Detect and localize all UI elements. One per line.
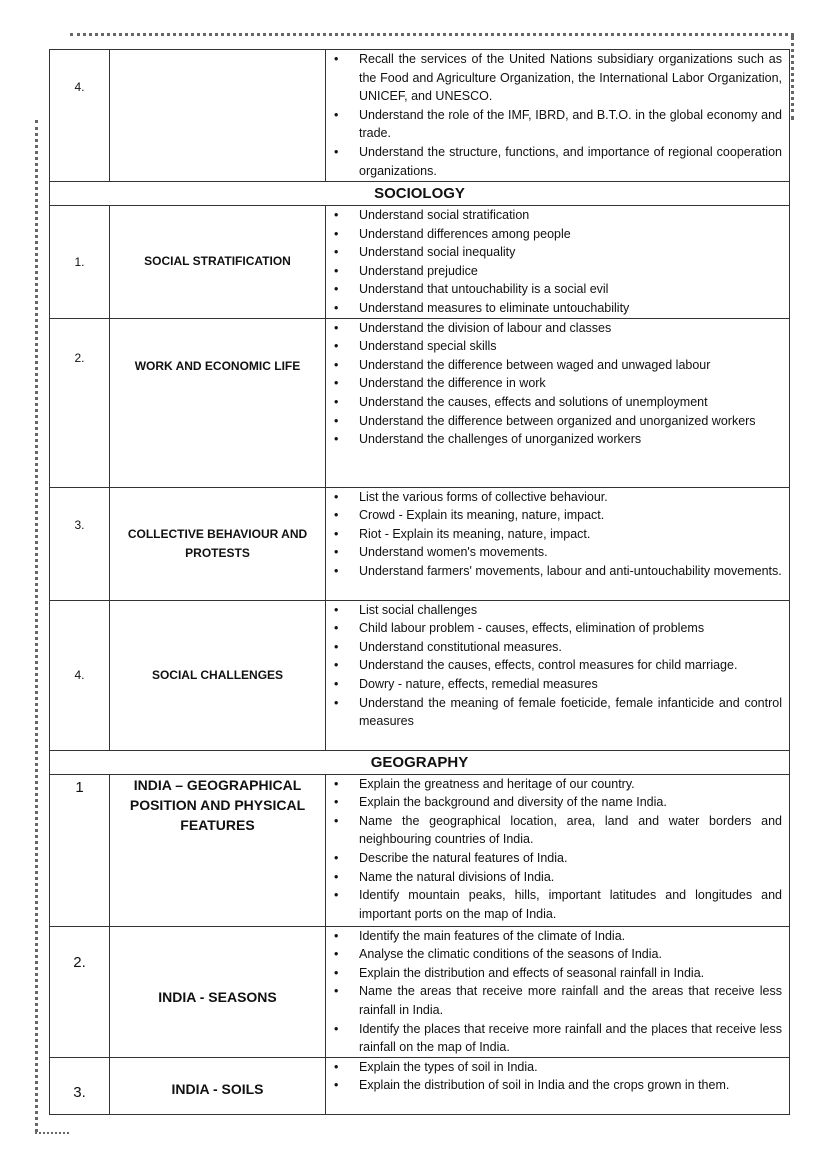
row-number: 3. [50,487,110,600]
list-item: • Understand the challenges of unorganized workers [334,430,782,449]
list-item: • Recall the services of the United Nations subsidiary organizations such as the Food and Agriculture Organization, the International Labor Organization, UNICEF, and UNESCO. [334,50,782,106]
list-item: • Explain the distribution and effects of seasonal rainfall in India. [334,964,782,983]
list-item: • Understand the difference in work [334,374,782,393]
row-number: 2. [50,318,110,487]
table-row [50,318,790,487]
list-item: • Describe the natural features of India. [334,849,782,868]
list-item: • Understand the causes, effects and solutions of unemployment [334,393,782,412]
list-item: • Name the geographical location, area, land and water borders and neighbouring countries of India. [334,812,782,849]
list-item: • Understand the causes, effects, control measures for child marriage. [334,656,782,675]
table-row [50,487,790,600]
row-number: 2. [50,926,110,1057]
list-item: • Understand social inequality [334,243,782,262]
row-number: 4. [50,600,110,750]
syllabus-table [49,49,790,1115]
row-topic: COLLECTIVE BEHAVIOUR AND PROTESTS [110,487,326,600]
objectives-cell [326,50,790,182]
table-row [50,50,790,182]
row-number: 1. [50,206,110,319]
page-border-bottom [35,1132,69,1134]
section-header-row [50,182,790,206]
objectives-cell [326,774,790,926]
objectives-list [326,488,789,581]
list-item: • Dowry - nature, effects, remedial measures [334,675,782,694]
objectives-list [326,319,789,449]
section-title-geography: GEOGRAPHY [50,750,790,774]
list-item: • Name the natural divisions of India. [334,868,782,887]
objectives-cell [326,926,790,1057]
list-item: • Understand special skills [334,337,782,356]
objectives-list [326,775,789,924]
list-item: • Understand the division of labour and classes [334,319,782,338]
list-item: • Understand constitutional measures. [334,638,782,657]
objectives-list [326,206,789,318]
table-row [50,600,790,750]
list-item: • Understand measures to eliminate untouchability [334,299,782,318]
list-item: • List the various forms of collective behaviour. [334,488,782,507]
list-item: • Understand the structure, functions, and importance of regional cooperation organizations. [334,143,782,180]
list-item: • Understand the difference between waged and unwaged labour [334,356,782,375]
list-item: • Understand prejudice [334,262,782,281]
row-topic: INDIA – GEOGRAPHICAL POSITION AND PHYSICAL FEATURES [110,774,326,926]
row-number: 3. [50,1057,110,1114]
list-item: • Identify the main features of the climate of India. [334,927,782,946]
objectives-list [326,601,789,731]
list-item: • Identify the places that receive more rainfall and the places that receive less rainfall on the map of India. [334,1020,782,1057]
row-topic [110,50,326,182]
list-item: • Explain the distribution of soil in India and the crops grown in them. [334,1076,782,1095]
list-item: • Understand women's movements. [334,543,782,562]
objectives-cell [326,206,790,319]
list-item: • Understand the role of the IMF, IBRD, and B.T.O. in the global economy and trade. [334,106,782,143]
objectives-cell [326,1057,790,1114]
table-row [50,926,790,1057]
row-number: 4. [50,50,110,182]
row-number: 1 [50,774,110,926]
page-border-top [70,33,794,36]
objectives-list [326,50,789,180]
row-topic: SOCIAL STRATIFICATION [110,206,326,319]
list-item: • Understand social stratification [334,206,782,225]
row-topic: SOCIAL CHALLENGES [110,600,326,750]
list-item: • Explain the types of soil in India. [334,1058,782,1077]
list-item: • Understand that untouchability is a social evil [334,280,782,299]
page-border-left [35,120,38,1132]
list-item: • Explain the background and diversity of the name India. [334,793,782,812]
list-item: • Identify mountain peaks, hills, important latitudes and longitudes and important ports on the map of India. [334,886,782,923]
list-item: • Crowd - Explain its meaning, nature, impact. [334,506,782,525]
objectives-list [326,927,789,1057]
table-row [50,206,790,319]
list-item: • Riot - Explain its meaning, nature, impact. [334,525,782,544]
list-item: • Understand the meaning of female foeticide, female infanticide and control measures [334,694,782,731]
list-item: • Understand farmers' movements, labour and anti-untouchability movements. [334,562,782,581]
table-row [50,774,790,926]
row-topic: WORK AND ECONOMIC LIFE [110,318,326,487]
table-row [50,1057,790,1114]
section-title-sociology: SOCIOLOGY [50,182,790,206]
objectives-cell [326,318,790,487]
list-item: • Name the areas that receive more rainfall and the areas that receive less rainfall in India. [334,982,782,1019]
list-item: • Understand the difference between organized and unorganized workers [334,412,782,431]
list-item: • Explain the greatness and heritage of our country. [334,775,782,794]
list-item: • Analyse the climatic conditions of the seasons of India. [334,945,782,964]
page-border-right [791,36,794,120]
list-item: • Understand differences among people [334,225,782,244]
list-item: • Child labour problem - causes, effects, elimination of problems [334,619,782,638]
row-topic: INDIA - SEASONS [110,926,326,1057]
objectives-list [326,1058,789,1095]
objectives-cell [326,487,790,600]
list-item: • List social challenges [334,601,782,620]
row-topic: INDIA - SOILS [110,1057,326,1114]
section-header-row [50,750,790,774]
objectives-cell [326,600,790,750]
